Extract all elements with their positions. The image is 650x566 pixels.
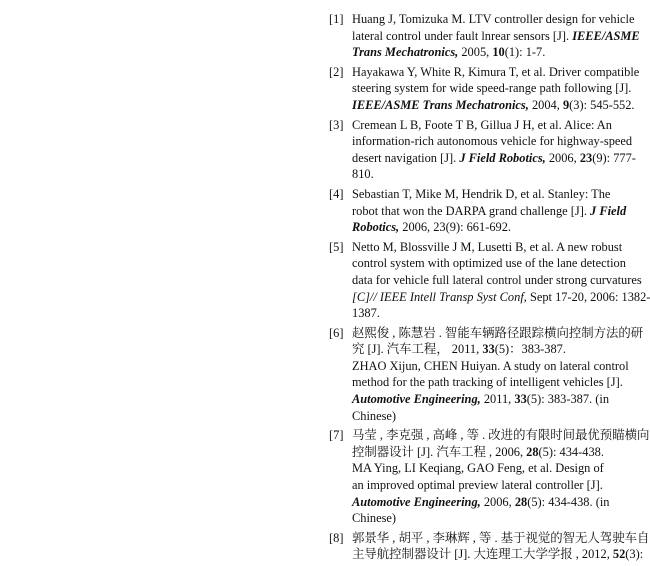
reference-segment: Chinese) (352, 511, 397, 526)
reference-line (352, 325, 644, 342)
reference-segment: 2011, (480, 392, 515, 407)
reference-segment: 郭景华 , 胡平 , 李琳辉 , 等 . 基于视觉的智无人驾驶车自 (352, 530, 650, 545)
volume-number: 33 (514, 392, 527, 407)
reference-number: [2] (329, 64, 344, 79)
reference-segment: robot that won the DARPA grand challenge [J]. (352, 203, 591, 218)
volume-number: 52 (612, 547, 626, 562)
reference-segment: 2006, (480, 494, 515, 509)
journal-title: J Field Robotics, (459, 150, 546, 165)
reference-segment: Netto M, Blossville J M, Lusetti B, et al. A new robust (352, 239, 623, 254)
reference-segment: Chinese) (352, 408, 397, 423)
reference-line (352, 305, 634, 322)
reference-segment: 赵熙俊 , 陈慧岩 . 智能车辆路径跟踪横向控制方法的研 (352, 325, 644, 340)
volume-number: 23 (579, 150, 593, 165)
reference-text (352, 239, 650, 322)
reference-segment: control system with optimized use of the lane detection (352, 256, 626, 271)
reference-entry (322, 64, 640, 114)
volume-number: 28 (514, 494, 528, 509)
reference-line (352, 408, 634, 425)
reference-segment: 2006, (545, 150, 580, 165)
reference-segment: 1387. (352, 306, 380, 321)
reference-entry (322, 325, 644, 425)
reference-line (352, 64, 640, 81)
volume-number: 9 (562, 97, 570, 112)
reference-entry (322, 239, 650, 322)
reference-segment: 2004, (528, 97, 563, 112)
reference-line (352, 255, 634, 272)
reference-entry (322, 186, 634, 236)
reference-line (352, 272, 642, 289)
reference-number: [8] (329, 530, 344, 545)
reference-segment: (5): 434-438. (in (527, 494, 610, 509)
reference-text (352, 530, 650, 563)
reference-line (352, 510, 634, 527)
volume-number: 28 (526, 444, 539, 459)
reference-line (352, 289, 650, 306)
reference-segment: (5)：383-387. (494, 342, 566, 357)
reference-segment: 2006, 23(9): 661-692. (399, 220, 512, 235)
reference-line (352, 391, 634, 408)
reference-segment: 马莹 , 李克强 , 高峰 , 等 . 改进的有限时间最优预瞄横向 (352, 428, 650, 443)
reference-line (352, 546, 644, 563)
reference-segment: MA Ying, LI Keqiang, GAO Feng, et al. Design of (352, 461, 604, 476)
volume-number: 33 (482, 342, 495, 357)
reference-segment: 810. (352, 167, 374, 182)
reference-list (322, 11, 650, 566)
reference-segment: (9): 777- (592, 150, 636, 165)
reference-segment: (5): 434-438. (538, 444, 604, 459)
reference-segment: Huang J, Tomizuka M. LTV controller design for vehicle (352, 12, 635, 26)
reference-line (352, 494, 634, 511)
journal-title: J Field (590, 203, 627, 218)
reference-line (352, 186, 634, 203)
reference-number: [7] (329, 428, 344, 443)
reference-segment: (3): (625, 547, 644, 562)
reference-line (352, 44, 634, 61)
reference-entry (322, 427, 650, 527)
reference-segment: Cremean L B, Foote T B, Gillua J H, et al. Alice: An (352, 117, 612, 132)
reference-segment: steering system for wide speed-range path following [J]. (352, 81, 632, 96)
reference-line (352, 530, 650, 547)
reference-line (352, 80, 634, 97)
reference-text (352, 11, 640, 61)
reference-entry (322, 11, 640, 61)
reference-number: [6] (329, 325, 344, 340)
reference-segment: 主导航控制器设计 [J]. 大连理工大学学报 , 2012, (352, 547, 613, 562)
journal-title: IEEE/ASME Trans Mechatronics, (352, 97, 529, 112)
reference-line (352, 166, 634, 183)
reference-text (352, 186, 634, 236)
reference-segment: method for the path tracking of intelligent vehicles [J]. (352, 375, 623, 390)
reference-line (352, 239, 634, 256)
reference-line (352, 133, 634, 150)
journal-title: Automotive Engineering, (352, 392, 481, 407)
reference-text (352, 64, 640, 114)
reference-number: [1] (329, 12, 344, 26)
reference-segment: (3): 545-552. (569, 97, 635, 112)
reference-line (352, 97, 634, 114)
reference-number: [4] (329, 186, 344, 201)
reference-line (352, 374, 634, 391)
reference-entry (322, 530, 650, 563)
reference-segment: (5): 383-387. (in (526, 392, 610, 407)
reference-segment: Hayakawa Y, White R, Kimura T, et al. Driver compatible (352, 64, 640, 79)
reference-line (352, 117, 634, 134)
reference-line (352, 203, 634, 220)
reference-segment: an improved optimal preview lateral controller [J]. (352, 478, 603, 493)
journal-title: Automotive Engineering, (352, 494, 481, 509)
reference-line (352, 444, 634, 461)
reference-line (352, 427, 650, 444)
reference-line (352, 358, 634, 375)
journal-title: IEEE/ASME (572, 28, 640, 43)
reference-line (352, 219, 634, 236)
reference-segment: Sebastian T, Mike M, Hendrik D, et al. Stanley: The (352, 186, 611, 201)
reference-entry (322, 117, 634, 183)
reference-line (352, 341, 634, 358)
journal-title: Trans Mechatronics, (352, 45, 459, 60)
reference-line (352, 28, 640, 45)
volume-number: 10 (492, 45, 505, 60)
reference-segment: 2005, (458, 45, 493, 60)
journal-title: Robotics, (352, 220, 400, 235)
reference-number: [5] (329, 239, 344, 254)
reference-segment: 控制器设计 [J]. 汽车工程 , 2006, (352, 444, 527, 459)
reference-text (352, 117, 634, 183)
reference-segment: ZHAO Xijun, CHEN Huiyan. A study on lateral control (352, 358, 629, 373)
reference-number: [3] (329, 117, 344, 132)
reference-segment: desert navigation [J]. (352, 150, 460, 165)
reference-segment: Sept 17-20, 2006: 1382- (526, 289, 650, 304)
conference-title: [C]// IEEE Intell Transp Syst Conf, (352, 289, 527, 304)
reference-segment: 究 [J]. 汽车工程， 2011, (352, 342, 483, 357)
reference-line (352, 150, 634, 167)
reference-line (352, 460, 634, 477)
reference-text (352, 427, 650, 527)
reference-segment: lateral control under fault lnrear sensors [J]. (352, 28, 573, 43)
reference-segment: data for vehicle full lateral control under strong curvatures (352, 272, 642, 287)
reference-line (352, 11, 634, 28)
reference-text (352, 325, 644, 425)
reference-segment: (1): 1-7. (504, 45, 546, 60)
reference-line (352, 477, 634, 494)
reference-segment: information-rich autonomous vehicle for highway-speed (352, 134, 633, 149)
